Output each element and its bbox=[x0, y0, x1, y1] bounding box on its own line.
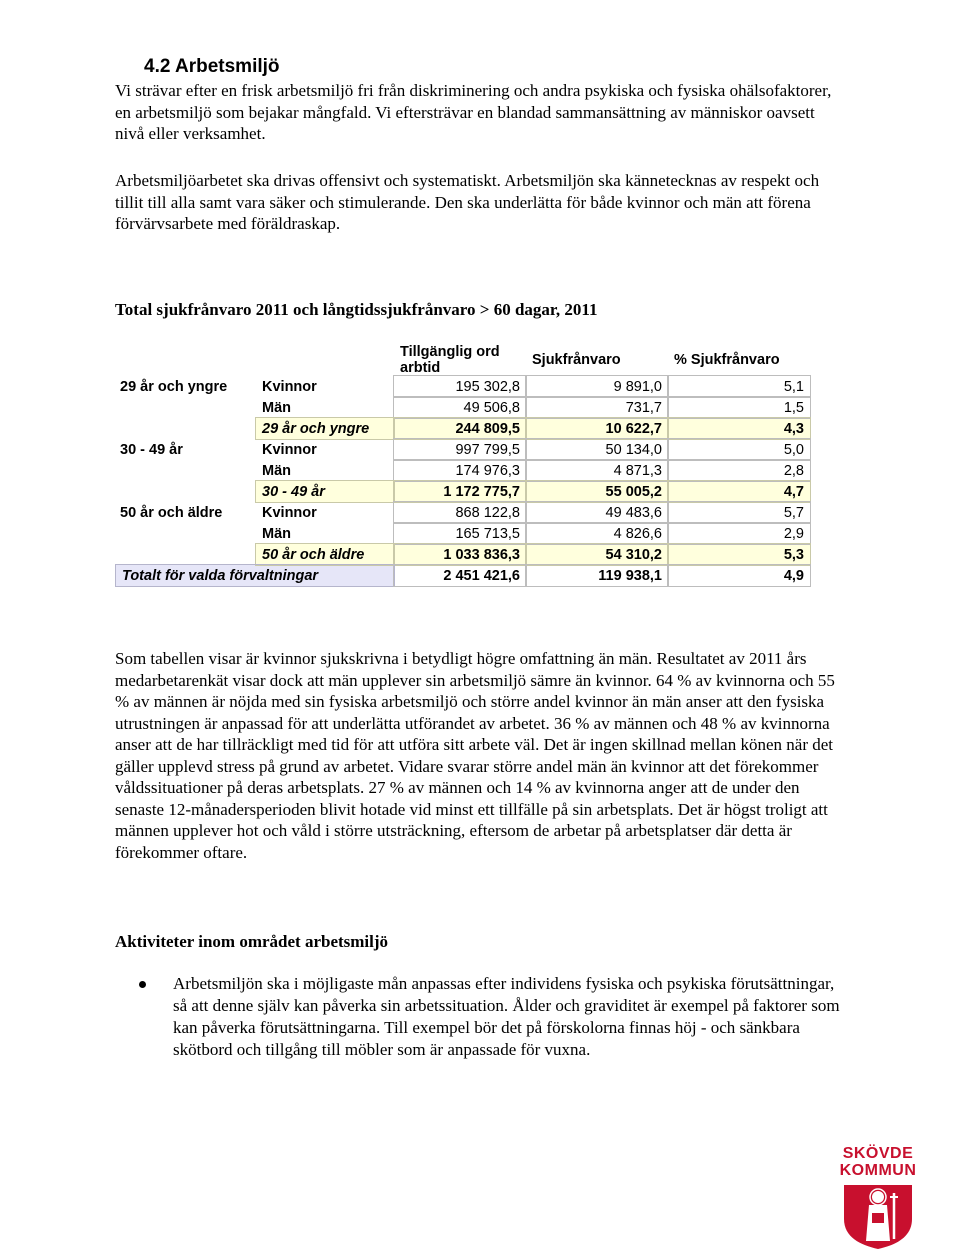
row-label: Kvinnor bbox=[262, 378, 317, 395]
table-total-row: Totalt för valda förvaltningar 2 451 421,6 119 938,1 4,9 bbox=[116, 565, 810, 586]
coat-of-arms-icon bbox=[838, 1183, 918, 1249]
total-label: Totalt för valda förvaltningar bbox=[116, 565, 394, 586]
activities-list bbox=[115, 973, 845, 1061]
table-summary-row: 50 år och äldre 1 033 836,3 54 310,2 5,3 bbox=[116, 544, 810, 565]
table-row: 50 år och äldre Kvinnor 868 122,8 49 483,6 5,7 bbox=[116, 502, 810, 523]
list-item: Arbetsmiljön ska i möjligaste mån anpassas efter individens fysiska och psykiska förutsättningar, så att denne själv kan påverka sin arbetssituation. Ålder och graviditet är exempel på faktorer som kan påverka förutsättningarna. Till exempel bör det på förskolorna finnas höj - och sänkbara skötbord och tillgång till möbler som är anpassade för vuxna. bbox=[115, 973, 845, 1061]
table-header-row bbox=[116, 340, 810, 376]
row-label: Män bbox=[262, 462, 291, 479]
table-summary-row: 29 år och yngre 244 809,5 10 622,7 4,3 bbox=[116, 418, 810, 439]
intro-paragraph-2: Arbetsmiljöarbetet ska drivas offensivt och systematiskt. Arbetsmiljön ska kännetecknas av respekt och tillit till alla samt vara säker och stimulerande. Den ska underlätta för både kvinnor och män att förena förvärvsarbete med föräldraskap. bbox=[115, 171, 820, 233]
table-title: Total sjukfrånvaro 2011 och långtidssjukfrånvaro > 60 dagar, 2011 bbox=[115, 300, 598, 319]
table-row: 30 - 49 år Kvinnor 997 799,5 50 134,0 5,0 bbox=[116, 439, 810, 460]
section-title: 4.2 Arbetsmiljö bbox=[144, 56, 280, 77]
header-sick-leave-pct: % Sjukfrånvaro bbox=[674, 352, 780, 368]
header-available-time: Tillgänglig ord arbtid bbox=[400, 344, 500, 376]
logo-line-1: SKÖVDE bbox=[842, 1145, 914, 1162]
intro-paragraph-1: Vi strävar efter en frisk arbetsmiljö fri från diskriminering och andra psykiska och fysiska ohälsofaktorer, en arbetsmiljö som bejakar mångfald. Vi eftersträvar en blandad sammansättning av människor oavsett nivå eller verksamhet. bbox=[115, 81, 832, 143]
group-label: 29 år och yngre bbox=[120, 378, 228, 395]
table-row: Män 174 976,3 4 871,3 2,8 bbox=[116, 460, 810, 481]
analysis-paragraph: Som tabellen visar är kvinnor sjukskrivna i betydligt högre omfattning än män. Resultatet av 2011 års medarbetarenkät visar dock att män upplever sin arbetsmiljö sämre än kvinnor. 64 % av kvinnorna och 55 % av männen är nöjda med sin fysiska arbetsmiljö och större andel kvinnor än män anser att den fysiska utrustningen är anpassad för att underlätta utförandet av arbetet. 36 % av männen och 48 % av kvinnorna anser att de har tillräckligt med tid för att utföra sitt arbete väl. Det är ingen skillnad mellan könen när det gäller upplevd stress på grund av arbetet. Vidare svarar större andel män än kvinnor att det förekommer våldssituationer på deras arbetsplats. 27 % av männen och 14 % av kvinnorna anger att de under den senaste 12-månadersperioden blivit hotade vid minst ett tillfälle på sin arbetsplats. Det är högst troligt att männen upplever hot och våld i större utsträckning, eftersom de arbetar på arbetsplatser där detta är förekommer oftare. bbox=[115, 649, 835, 862]
row-label: Kvinnor bbox=[262, 441, 317, 458]
row-label: Män bbox=[262, 399, 291, 416]
header-sick-leave: Sjukfrånvaro bbox=[532, 352, 621, 368]
logo-line-2: KOMMUN bbox=[839, 1162, 917, 1179]
row-label: Kvinnor bbox=[262, 504, 317, 521]
table-row: Män 165 713,5 4 826,6 2,9 bbox=[116, 523, 810, 544]
skovde-kommun-logo bbox=[838, 1145, 918, 1249]
bullet-icon bbox=[139, 981, 146, 988]
group-label: 50 år och äldre bbox=[120, 504, 223, 521]
summary-label: 30 - 49 år bbox=[256, 481, 394, 502]
activities-heading: Aktiviteter inom området arbetsmiljö bbox=[115, 932, 389, 951]
group-label: 30 - 49 år bbox=[120, 441, 183, 458]
sick-leave-table bbox=[116, 340, 810, 586]
summary-label: 50 år och äldre bbox=[256, 544, 394, 565]
table-row: 29 år och yngre Kvinnor 195 302,8 9 891,0 5,1 bbox=[116, 376, 810, 397]
summary-label: 29 år och yngre bbox=[256, 418, 394, 439]
table-summary-row: 30 - 49 år 1 172 775,7 55 005,2 4,7 bbox=[116, 481, 810, 502]
row-label: Män bbox=[262, 525, 291, 542]
table-row: Män 49 506,8 731,7 1,5 bbox=[116, 397, 810, 418]
